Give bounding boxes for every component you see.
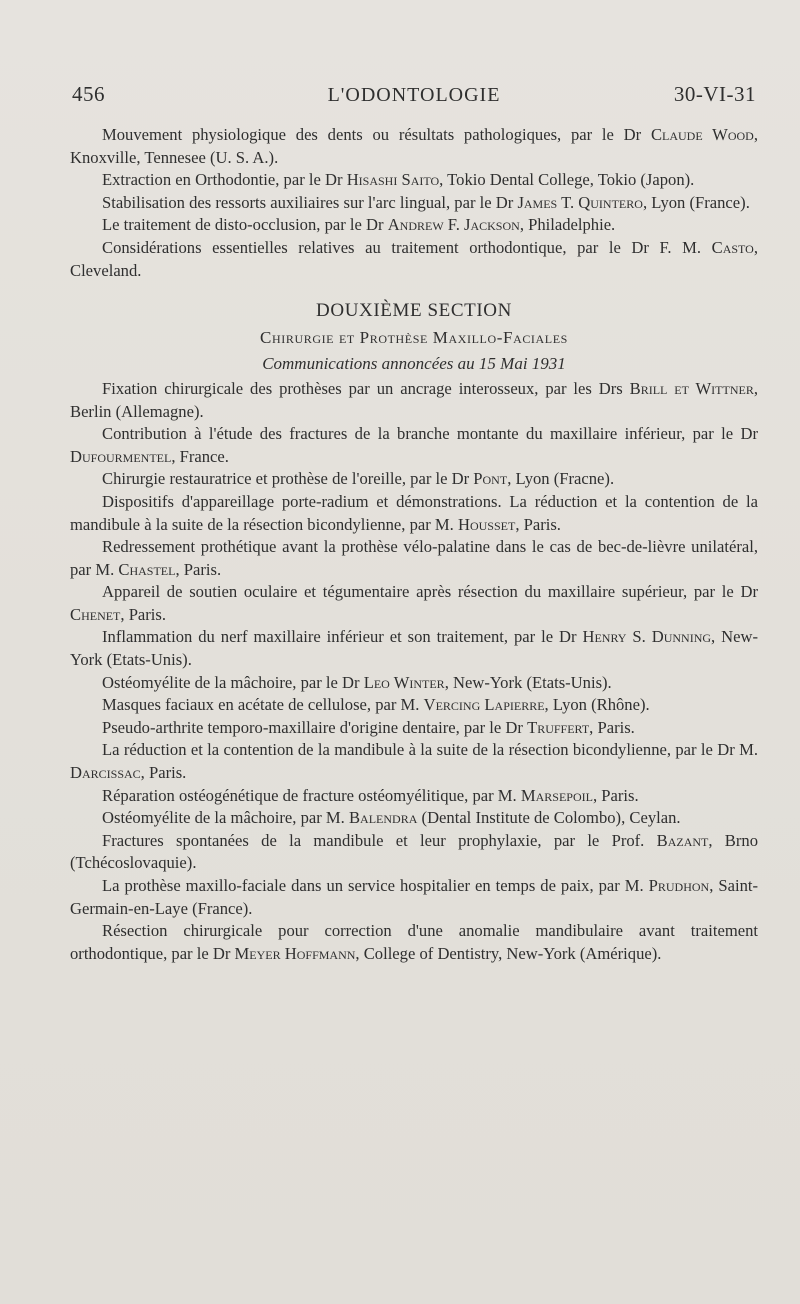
- journal-title: L'ODONTOLOGIE: [327, 84, 501, 106]
- entry-place: , Knoxville, Tennesee (U. S. A.).: [70, 125, 758, 167]
- page-number: 456: [72, 82, 105, 106]
- list-item: La réduction et la contention de la mandibule à la suite de la résection bicondylienne, par le Dr M. Darcissac, Paris.: [70, 740, 758, 783]
- entry-place: , Paris.: [592, 785, 639, 805]
- entry-place: , Paris.: [515, 514, 561, 534]
- entry-author: Leo Winter: [363, 672, 445, 692]
- entry-author: Andrew F. Jackson: [387, 215, 520, 235]
- list-item: Réparation ostéogénétique de fracture ostéomyélitique, par M. Marsepoil, Paris.: [102, 785, 639, 805]
- list-item: Extraction en Orthodontie, par le Dr Hisashi Saito, Tokio Dental College, Tokio (Japon).: [102, 170, 695, 190]
- entry-author: Pont: [473, 469, 508, 489]
- entry-place: , New-York (Etats-Unis).: [70, 627, 758, 670]
- entry-author: Chenet: [70, 604, 121, 624]
- list-item: Pseudo-arthrite temporo-maxillaire d'origine dentaire, par le Dr Truffert, Paris.: [102, 717, 635, 737]
- entry-place: , Brno (Tchécoslovaquie).: [70, 830, 758, 873]
- entry-author: Hisashi Saito: [346, 170, 440, 190]
- entry-author: Bazant: [656, 830, 709, 850]
- list-item: Chirurgie restauratrice et prothèse de l'oreille, par le Dr Pont, Lyon (Fracne).: [102, 469, 615, 489]
- entries-after-list: [70, 378, 758, 965]
- list-item: Fixation chirurgicale des prothèses par un ancrage interosseux, par les Drs Brill et Wittner, Berlin (Allemagne).: [70, 378, 758, 421]
- section-note: Communications annoncées au 15 Mai 1931: [262, 354, 566, 374]
- list-item: Considérations essentielles relatives au traitement orthodontique, par le Dr F. M. Casto, Cleveland.: [70, 237, 758, 280]
- list-item: Redressement prothétique avant la prothèse vélo-palatine dans le cas de bec-de-lièvre unilatéral, par M. Chastel, Paris.: [70, 537, 758, 579]
- section-subtitle: Chirurgie et Prothèse Maxillo-Faciales: [260, 327, 568, 347]
- entry-author: F. M. Casto: [659, 237, 754, 257]
- entry-place: , Philadelphie.: [519, 215, 616, 235]
- list-item: Fractures spontanées de la mandibule et leur prophylaxie, par le Prof. Bazant, Brno (Tchécoslovaquie).: [70, 830, 758, 873]
- running-header: [72, 82, 756, 112]
- list-item: Appareil de soutien oculaire et tégumentaire après résection du maxillaire supérieur, par le Dr Chenet, Paris.: [70, 582, 758, 624]
- list-item: Ostéomyélite de la mâchoire, par le Dr Leo Winter, New-York (Etats-Unis).: [102, 672, 612, 692]
- entry-author: Housset: [457, 514, 516, 534]
- entry-author: Claude Wood: [650, 125, 754, 144]
- entry-author: Meyer Hoffmann: [234, 943, 356, 963]
- entry-author: Truffert: [527, 717, 590, 737]
- entry-author: Darcissac: [70, 763, 141, 783]
- entry-author: Brill et Wittner: [629, 378, 754, 398]
- entry-author: Prudhon: [648, 876, 710, 895]
- list-item: Le traitement de disto-occlusion, par le Dr Andrew F. Jackson, Philadelphie.: [102, 215, 616, 235]
- entry-place: , New-York (Etats-Unis).: [444, 672, 612, 692]
- page-body: [70, 124, 758, 965]
- entries-before-list: [70, 124, 758, 282]
- list-item: Résection chirurgicale pour correction d'une anomalie mandibulaire avant traitement orthodontique, par le Dr Meyer Hoffmann, College of Dentistry, New-York (Amérique).: [70, 921, 758, 963]
- entry-place: , Lyon (Rhône).: [544, 695, 650, 715]
- entry-place: , Saint-Germain-en-Laye (France).: [70, 876, 758, 918]
- list-item: Stabilisation des ressorts auxiliaires sur l'arc lingual, par le Dr James T. Quintero, Lyon (France).: [102, 192, 750, 212]
- entry-place: , Tokio Dental College, Tokio (Japon).: [439, 170, 695, 190]
- entry-place: , Lyon (Fracne).: [507, 469, 615, 489]
- list-item: Inflammation du nerf maxillaire inférieur et son traitement, par le Dr Henry S. Dunning, New-York (Etats-Unis).: [70, 627, 758, 670]
- entry-author: Chastel: [118, 559, 176, 579]
- entry-place: (Dental Institute de Colombo), Ceylan.: [417, 808, 681, 828]
- entry-author: Henry S. Dunning: [582, 627, 712, 647]
- list-item: Masques faciaux en acétate de cellulose, par M. Vercing Lapierre, Lyon (Rhône).: [102, 695, 650, 715]
- list-item: Ostéomyélite de la mâchoire, par M. Balendra (Dental Institute de Colombo), Ceylan.: [102, 808, 681, 828]
- entry-author: Vercing Lapierre: [423, 695, 545, 715]
- entry-author: Dufourmentel: [70, 446, 172, 466]
- entry-place: , Cleveland.: [70, 237, 758, 280]
- entry-place: , College of Dentistry, New-York (Amérique).: [355, 943, 662, 963]
- entry-place: , France.: [171, 446, 229, 466]
- section-title: DOUXIÈME SECTION: [316, 300, 512, 322]
- entry-place: , Paris.: [140, 763, 187, 783]
- list-item: Contribution à l'étude des fractures de la branche montante du maxillaire inférieur, par le Dr Dufourmentel, France.: [70, 424, 758, 466]
- entry-place: , Paris.: [589, 717, 635, 737]
- issue-date: 30-VI-31: [673, 82, 756, 106]
- entry-author: Marsepoil: [520, 785, 593, 805]
- entry-author: Balendra: [348, 808, 418, 828]
- entry-place: , Paris.: [175, 559, 222, 579]
- list-item: Dispositifs d'appareillage porte-radium et démonstrations. La réduction et la contention de la mandibule à la suite de la résection bicondylienne, par M. Housset, Paris.: [70, 491, 758, 534]
- list-item: Mouvement physiologique des dents ou résultats pathologiques, par le Dr Claude Wood, Knoxville, Tennesee (U. S. A.).: [70, 125, 758, 167]
- entry-place: , Lyon (France).: [642, 192, 750, 212]
- entry-place: , Paris.: [120, 604, 167, 624]
- entry-place: , Berlin (Allemagne).: [70, 378, 758, 421]
- list-item: La prothèse maxillo-faciale dans un service hospitalier en temps de paix, par M. Prudhon, Saint-Germain-en-Laye (France).: [70, 876, 758, 918]
- entry-author: James T. Quintero: [517, 192, 643, 212]
